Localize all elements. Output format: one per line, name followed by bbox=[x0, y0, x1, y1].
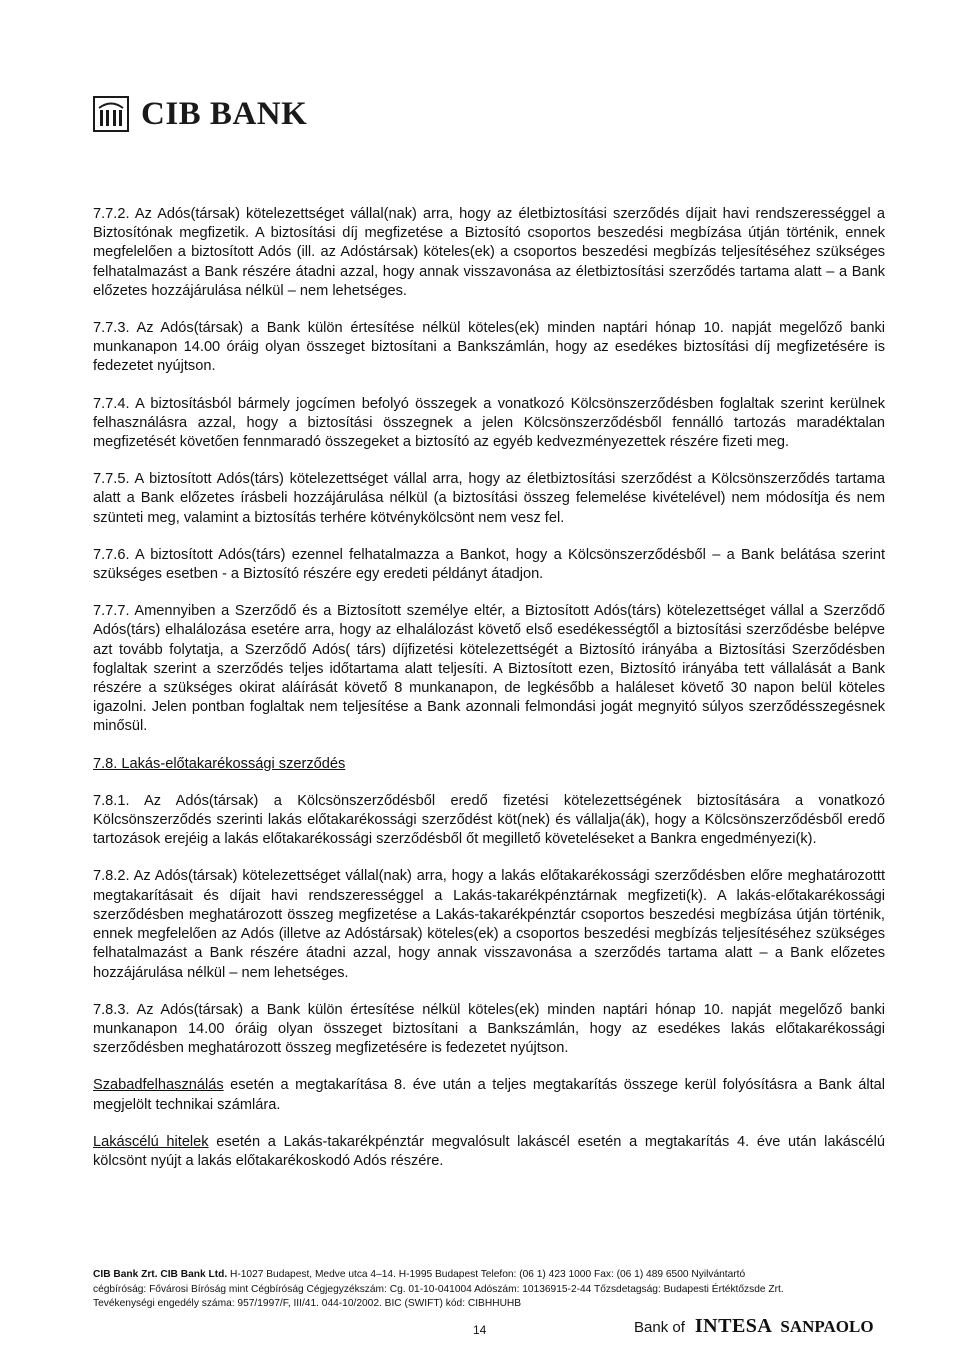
logo-text: CIB BANK bbox=[141, 95, 308, 132]
cib-bank-logo bbox=[93, 95, 307, 133]
paragraph-7-8-1: 7.8.1. Az Adós(társak) a Kölcsönszerződésből eredő fizetési kötelezettségének biztosítására a vonatkozó Kölcsönszerződés szerinti lakás előtakarékossági szerződést köt(nek) és vállalja(ák), hogy a Kölcsönszerződésből eredő tartozások erejéig a lakás előtakarékossági szerződésből őt megillető követeléseket a Bankra engedményezi(k). bbox=[93, 792, 885, 848]
section-heading-7-8: 7.8. Lakás-előtakarékossági szerződés bbox=[93, 755, 346, 772]
partner-name-sanpaolo: SANPAOLO bbox=[780, 1317, 874, 1336]
paragraph-free-use bbox=[93, 1076, 885, 1114]
partner-name-intesa: INTESA bbox=[694, 1315, 773, 1337]
paragraph-7-7-5: 7.7.5. A biztosított Adós(társ) kötelezettséget vállal arra, hogy az életbiztosítási szerződést a Kölcsönszerződés tartama alatt a Bank előzetes írásbeli hozzájárulása nélkül (a biztosítási összeg felemelése kivételével) nem módosítja és nem szünteti meg, valamint a biztosítás terhére kötvénykölcsönt nem vesz fel. bbox=[93, 471, 885, 526]
paragraph-7-7-2: 7.7.2. Az Adós(társak) kötelezettséget vállal(nak) arra, hogy az életbiztosítási szerződés díjait havi rendszerességgel a Biztosítónak megfizetik. A biztosítási díj megfizetése a Biztosító csoportos beszedési megbízása útján történik, ennek megfelelően a biztosított Adós (ill. az Adóstársak) köteles(ek) a csoportos beszedési megbízás teljesítéséhez szükséges felhatalmazást a Bank részére átadni azzal, hogy annak visszavonása az életbiztosítási szerződés tartama alatt – a Bank előzetes hozzájárulása nélkül – nem lehetséges. bbox=[93, 206, 885, 299]
page-number: 14 bbox=[473, 1323, 487, 1337]
footer bbox=[93, 1268, 893, 1312]
paragraph-7-7-3: 7.7.3. Az Adós(társak) a Bank külön értesítése nélkül köteles(ek) minden naptári hónap 10. napját megelőző banki munkanapon 14.00 óráig olyan összeget biztosítani a Bankszámlán, hogy az esedékes biztosítási díj megfizetésére is fedezetet nyújtson. bbox=[93, 320, 885, 375]
footer-line-3: Tevékenységi engedély száma: 957/1997/F, III/41. 044-10/2002. BIC (SWIFT) kód: CIBHHUHB bbox=[93, 1298, 522, 1309]
partner-prefix: Bank of bbox=[634, 1319, 685, 1336]
free-use-term: Szabadfelhasználás bbox=[93, 1077, 224, 1094]
footer-line-1 bbox=[93, 1268, 893, 1283]
footer-company: CIB Bank Zrt. CIB Bank Ltd. bbox=[93, 1269, 228, 1280]
paragraph-7-8-2: 7.8.2. Az Adós(társak) kötelezettséget vállal(nak) arra, hogy a lakás előtakarékossági szerződésben előre meghatározottt megtakarításait és díjait havi rendszerességgel a Lakás-takarékpénztárnak megfizeti(k). A lakás-előtakarékossági szerződésben meghatározott összeg megfizetése a Lakás-takarékpénztár csoportos beszedési megbízása útján történik, ennek megfelelően az Adós (illetve az Adóstársak) köteles(ek) a csoportos beszedési megbízás teljesítéséhez szükséges felhatalmazást a Bank részére átadni azzal, hogy annak visszavonása a szerződés tartama alatt – a Bank előzetes hozzájárulása nélkül – nem lehetséges. bbox=[93, 868, 885, 981]
footer-address: H-1027 Budapest, Medve utca 4–14. H-1995 Budapest Telefon: (06 1) 423 1000 Fax: (06 1) 489 6500 Nyilvántartó bbox=[227, 1269, 746, 1280]
document-body bbox=[93, 205, 885, 1189]
intesa-sanpaolo-logo bbox=[634, 1315, 874, 1338]
cib-logo-mark-icon bbox=[93, 96, 129, 132]
paragraph-housing-loan bbox=[93, 1133, 885, 1171]
paragraph-7-7-6: 7.7.6. A biztosított Adós(társ) ezennel felhatalmazza a Bankot, hogy a Kölcsönszerződésből – a Bank belátása szerint szükséges esetben - a Biztosító részére egy eredeti példányt átadjon. bbox=[93, 546, 885, 583]
paragraph-7-7-7: 7.7.7. Amennyiben a Szerződő és a Biztosított személye eltér, a Biztosított Adós(társ) kötelezettséget vállal a Szerződő Adós(társ) elhalálozása esetére arra, hogy az elhalálozást követő első esedékességtől a biztosítási szerződésbe belépve azt tovább folytatja, a Szerződő Adós( társ) díjfizetési kötelezettségét a Biztosító irányába a Biztosítási Szerződésben foglaltak szerint a szerződés teljes időtartama alatt teljesíti. A Biztosított ezen, Biztosító irányába tett vállalását a Bank részére a szükséges okirat aláírását követő 8 munkanapon, de legkésőbb a haláleset követő 30 napon belül köteles igazolni. Jelen pontban foglaltak nem teljesítése a Bank azonnali felmondási jogát megnyitó súlyos szerződésszegésnek minősül. bbox=[93, 603, 885, 735]
paragraph-7-8-3: 7.8.3. Az Adós(társak) a Bank külön értesítése nélkül köteles(ek) minden naptári hónap 10. napját megelőző banki munkanapon 14.00 óráig olyan összeget biztosítani a Bankszámlán, hogy az esedékes lakás előtakarékossági szerződésben meghatározott összeg megfizetésére is fedezetet nyújtson. bbox=[93, 1001, 885, 1057]
paragraph-7-7-4: 7.7.4. A biztosításból bármely jogcímen befolyó összegek a vonatkozó Kölcsönszerződésben foglaltak szerint kerülnek felhasználásra azzal, hogy a biztosítási összegnek a jelen Kölcsönszerződésből fennálló tartozás maradéktalan megfizetését követően fennmaradó összegeket a biztosító az egyéb kedvezményezettek részére fizeti meg. bbox=[93, 395, 885, 451]
housing-loan-text: esetén a Lakás-takarékpénztár megvalósult lakáscél esetén a megtakarítás 4. éve után lakáscélú kölcsönt nyújt a lakás előtakarékoskodó Adós részére. bbox=[93, 1133, 885, 1169]
housing-loan-term: Lakáscélú hitelek bbox=[93, 1133, 209, 1150]
free-use-text: esetén a megtakarítása 8. éve után a teljes megtakarítás összege kerül folyósításra a Bank által megjelölt technikai számlára. bbox=[93, 1077, 885, 1113]
footer-line-2: cégbíróság: Fővárosi Bíróság mint Cégbíróság Cégjegyzékszám: Cg. 01-10-041004 Adószám: 10136915-2-44 Tőzsdetagság: Budapesti Értéktőzsde Zrt. bbox=[93, 1283, 784, 1295]
